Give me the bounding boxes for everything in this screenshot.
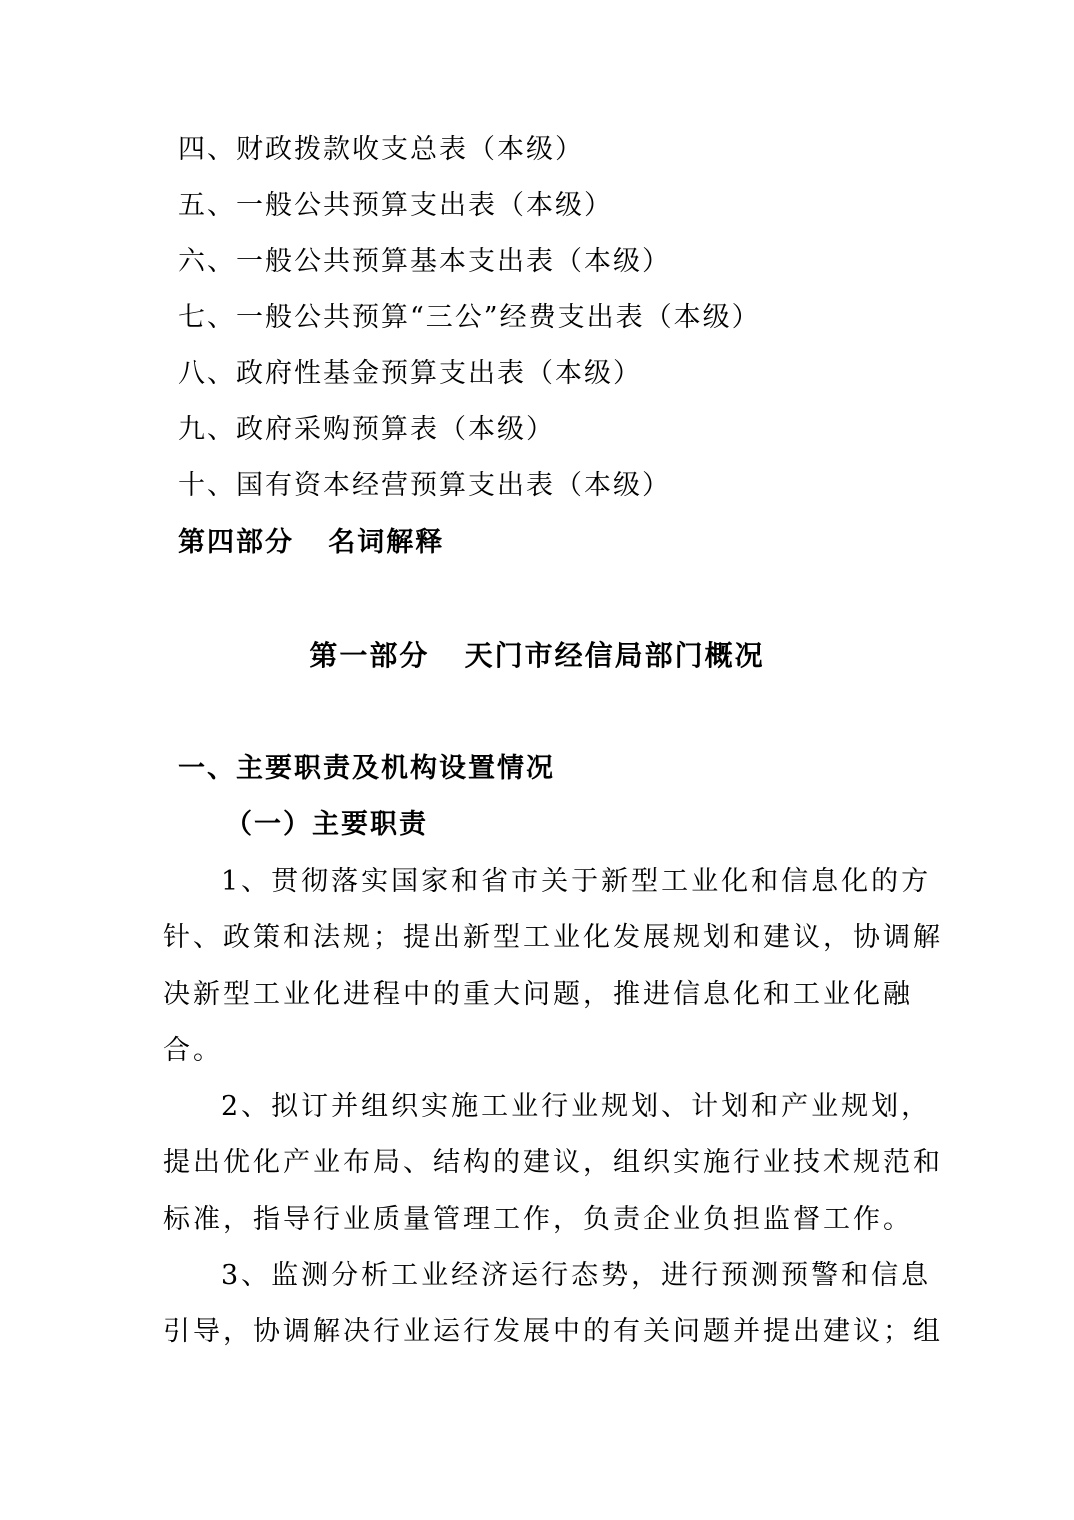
paragraph-2-line-1: 2、拟订并组织实施工业行业规划、计划和产业规划， (221, 1091, 932, 1122)
paragraph-2-line-2: 提出优化产业布局、结构的建议，组织实施行业技术规范和 (163, 1147, 943, 1178)
paragraph-1-line-4: 合。 (163, 1035, 223, 1066)
paragraph-1-line-1: 1、贯彻落实国家和省市关于新型工业化和信息化的方 (221, 866, 932, 897)
toc-part4-heading: 第四部分 名词解释 (178, 527, 445, 558)
section-heading-1: 一、主要职责及机构设置情况 (178, 753, 555, 784)
toc-item-9: 九、政府采购预算表（本级） (178, 414, 555, 445)
paragraph-3-line-1: 3、监测分析工业经济运行态势，进行预测预警和信息 (221, 1260, 932, 1291)
toc-item-4: 四、财政拨款收支总表（本级） (178, 134, 584, 165)
toc-item-8: 八、政府性基金预算支出表（本级） (178, 358, 642, 389)
section-heading-2: （一）主要职责 (225, 809, 428, 840)
paragraph-1-line-2: 针、政策和法规；提出新型工业化发展规划和建议，协调解 (163, 922, 943, 953)
toc-item-5: 五、一般公共预算支出表（本级） (178, 190, 613, 221)
section-title: 第一部分 天门市经信局部门概况 (309, 639, 765, 672)
paragraph-1-line-3: 决新型工业化进程中的重大问题，推进信息化和工业化融 (163, 979, 913, 1010)
toc-item-10: 十、国有资本经营预算支出表（本级） (178, 470, 671, 501)
toc-item-6: 六、一般公共预算基本支出表（本级） (178, 246, 671, 277)
toc-item-7: 七、一般公共预算“三公”经费支出表（本级） (178, 302, 761, 333)
paragraph-2-line-3: 标准，指导行业质量管理工作，负责企业负担监督工作。 (163, 1204, 913, 1235)
paragraph-3-line-2: 引导，协调解决行业运行发展中的有关问题并提出建议；组 (163, 1316, 943, 1347)
